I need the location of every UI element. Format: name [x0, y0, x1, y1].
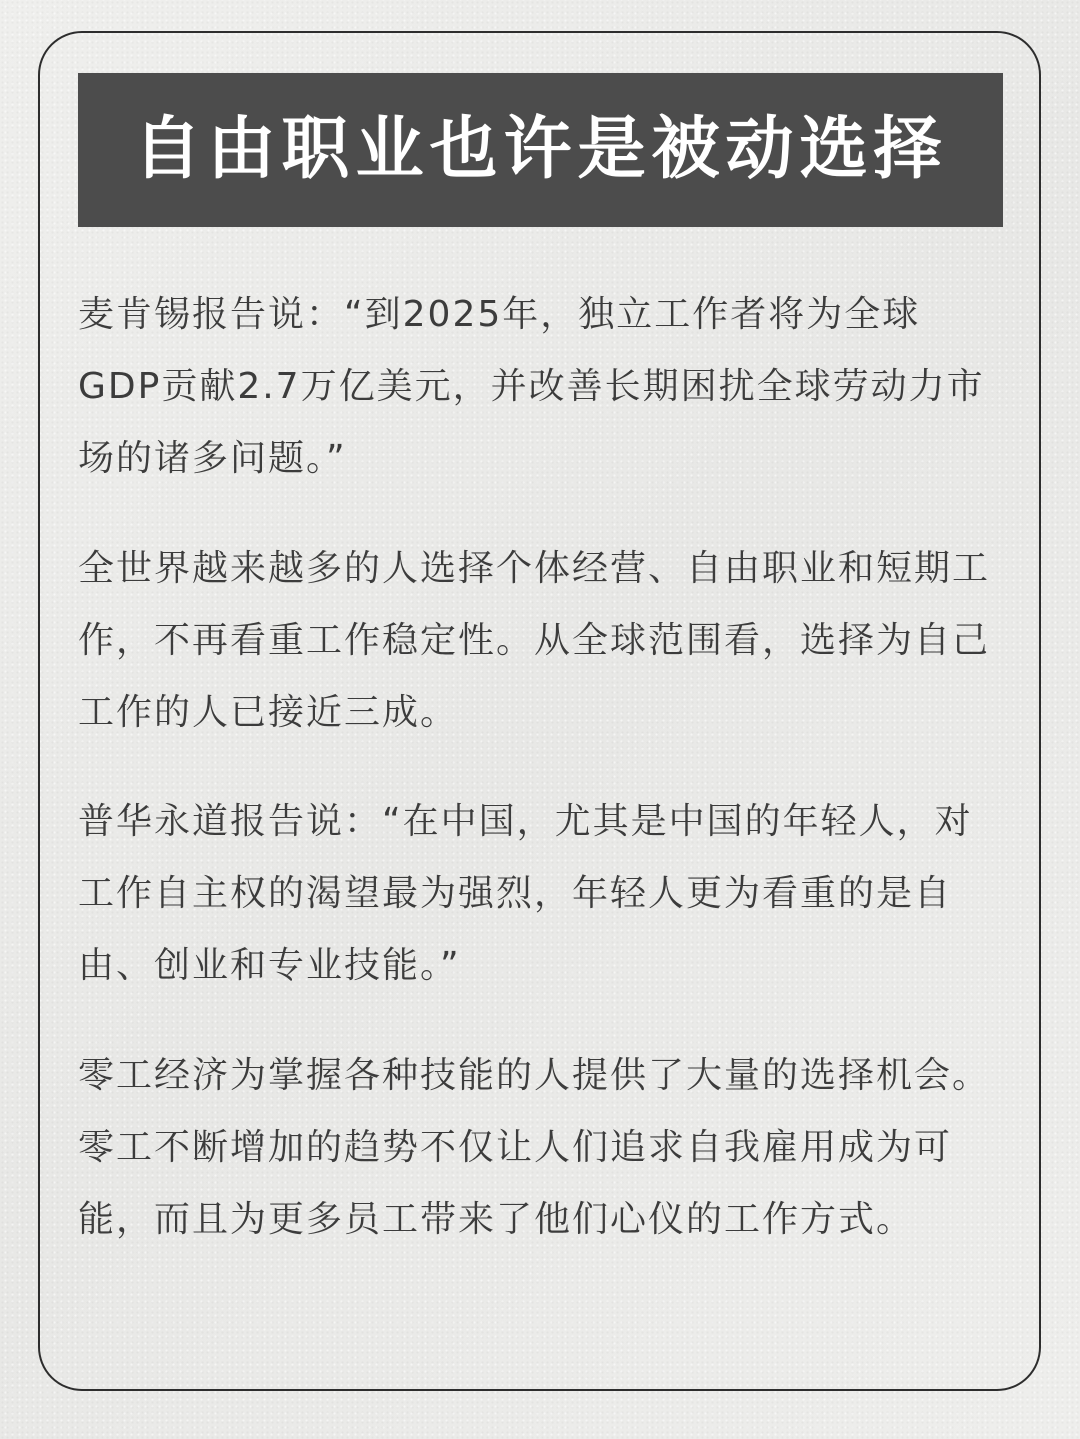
- paragraph-line: 全世界越来越多的人选择个体经营、自由职业和短期工: [78, 548, 991, 589]
- paragraph-line: 零工不断增加的趋势不仅让人们追求自我雇用成为可: [78, 1127, 953, 1168]
- paragraph-gig-economy: [78, 1040, 1003, 1256]
- paragraph-line: 工作的人已接近三成。: [78, 692, 459, 733]
- paragraph-line: 麦肯锡报告说：“到2025年，独立工作者将为全球: [78, 294, 921, 335]
- paragraph-line: 零工经济为掌握各种技能的人提供了大量的选择机会。: [78, 1055, 991, 1096]
- paragraph-line: 作，不再看重工作稳定性。从全球范围看，选择为自己: [78, 620, 991, 661]
- title-banner: [78, 73, 1003, 227]
- paragraph-mckinsey-quote: [78, 279, 1003, 495]
- paragraph-line: GDP贡献2.7万亿美元，并改善长期困扰全球劳动力市: [78, 366, 985, 407]
- paragraph-line: 由、创业和专业技能。”: [78, 945, 461, 986]
- page-title: 自由职业也许是被动选择: [133, 110, 948, 189]
- paragraph-line: 场的诸多问题。”: [78, 438, 347, 479]
- paragraph-global-trend: [78, 533, 1003, 749]
- paragraph-line: 工作自主权的渴望最为强烈，年轻人更为看重的是自: [78, 873, 953, 914]
- paragraph-pwc-quote: [78, 786, 1003, 1002]
- paragraph-line: 能，而且为更多员工带来了他们心仪的工作方式。: [78, 1199, 915, 1240]
- paragraph-line: 普华永道报告说：“在中国，尤其是中国的年轻人，对: [78, 801, 973, 842]
